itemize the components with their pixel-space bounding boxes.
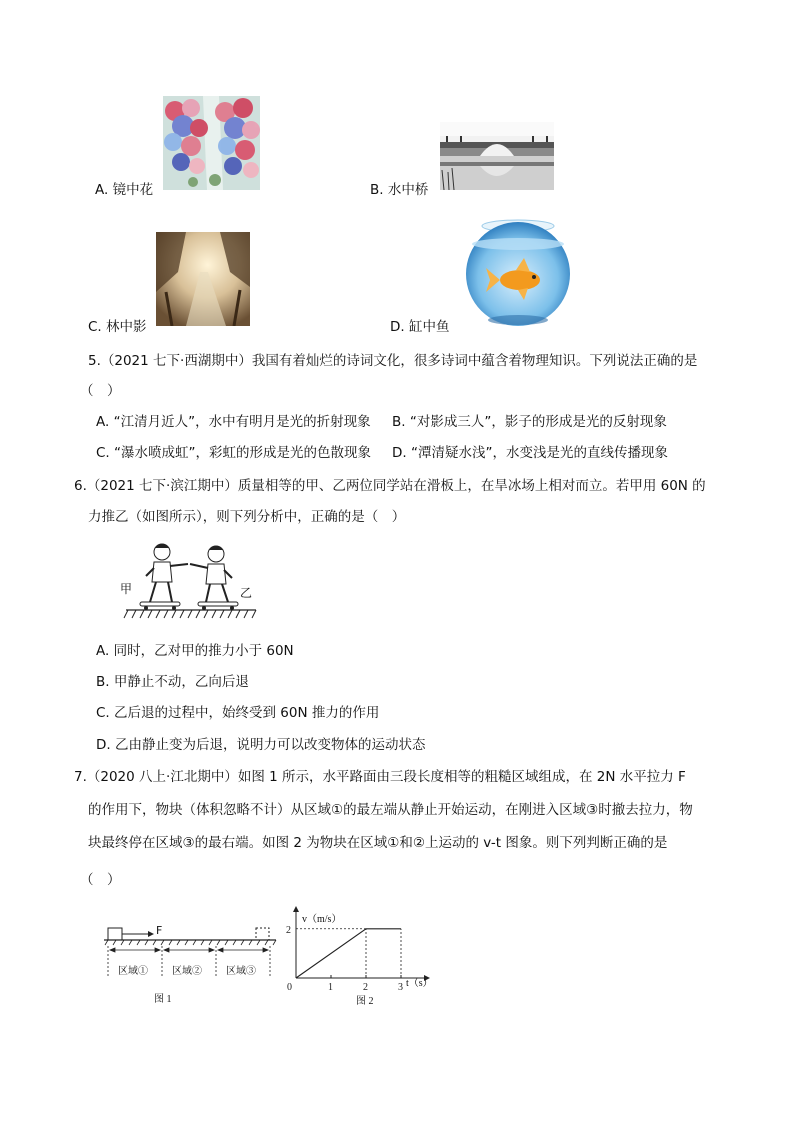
force-label: F [156,924,163,937]
skaters-figure [122,540,258,622]
vt-chart [282,904,442,1012]
zone2-label: 区域② [172,966,202,977]
fig1-caption: 图 1 [154,994,172,1005]
q7-stem-line4: （ ） [80,872,121,888]
q5-stem-line2: （ ） [80,383,121,399]
y-axis-arrow [293,906,299,912]
q4-option-a: A. 镜中花 [95,182,154,198]
zone3-label: 区域③ [226,966,256,977]
water-bridge-image [440,122,554,190]
fig2-caption: 图 2 [356,996,374,1007]
q5-option-a: A. “江清月近人”，水中有明月是光的折射现象 [96,414,371,430]
q6-stem-line2: 力推乙（如图所示），则下列分析中，正确的是（ ） [88,509,406,525]
x-tick-label: 0 [287,982,292,993]
q6-option-c: C. 乙后退的过程中，始终受到 60N 推力的作用 [96,705,380,721]
q7-stem-line1: 7.（2020 八上·江北期中）如图 1 所示，水平路面由三段长度相等的粗糙区域组成，在 2N 水平拉力 F [74,769,686,785]
x-tick-label: 3 [398,982,403,993]
q6-option-d: D. 乙由静止变为后退，说明力可以改变物体的运动状态 [96,737,426,753]
forest-shadow-image [156,232,250,326]
q6-option-a: A. 同时，乙对甲的推力小于 60N [96,643,294,659]
q5-option-c: C. “瀑水喷成虹”，彩虹的形成是光的色散现象 [96,445,371,461]
road-zones-figure [100,922,280,1012]
q5-option-b: B. “对影成三人”，影子的形成是光的反射现象 [392,414,667,430]
fish-tank-image [458,210,578,328]
x-axis-label: t（s） [406,978,433,989]
y-tick-label: 2 [286,924,291,936]
skater-yi-label: 乙 [240,586,253,600]
q4-option-b: B. 水中桥 [370,182,429,198]
skater-jia-label: 甲 [120,582,133,596]
q6-option-b: B. 甲静止不动，乙向后退 [96,674,249,690]
mirror-flower-image [163,96,260,190]
q5-option-d: D. “潭清疑水浅”，水变浅是光的直线传播现象 [392,445,668,461]
q7-stem-line2: 的作用下，物块（体积忽略不计）从区域①的最左端从静止开始运动，在刚进入区域③时撤去拉力，物 [88,802,693,818]
q4-option-c: C. 林中影 [88,319,147,335]
y-axis-label: v（m/s） [302,914,342,925]
q5-stem-line1: 5.（2021 七下·西湖期中）我国有着灿烂的诗词文化，很多诗词中蕴含着物理知识。下列说法正确的是 [88,353,698,369]
zone1-label: 区域① [118,966,148,977]
q4-option-d: D. 缸中鱼 [390,319,450,335]
x-tick-label: 2 [363,982,368,993]
q6-stem-line1: 6.（2021 七下·滨江期中）质量相等的甲、乙两位同学站在滑板上，在旱冰场上相对而立。若甲用 60N 的 [74,478,706,494]
velocity-line [296,929,401,978]
x-tick-label: 1 [328,982,333,993]
q7-stem-line3: 块最终停在区域③的最右端。如图 2 为物块在区域①和②上运动的 v-t 图象。则下列判断正确的是 [88,835,668,851]
